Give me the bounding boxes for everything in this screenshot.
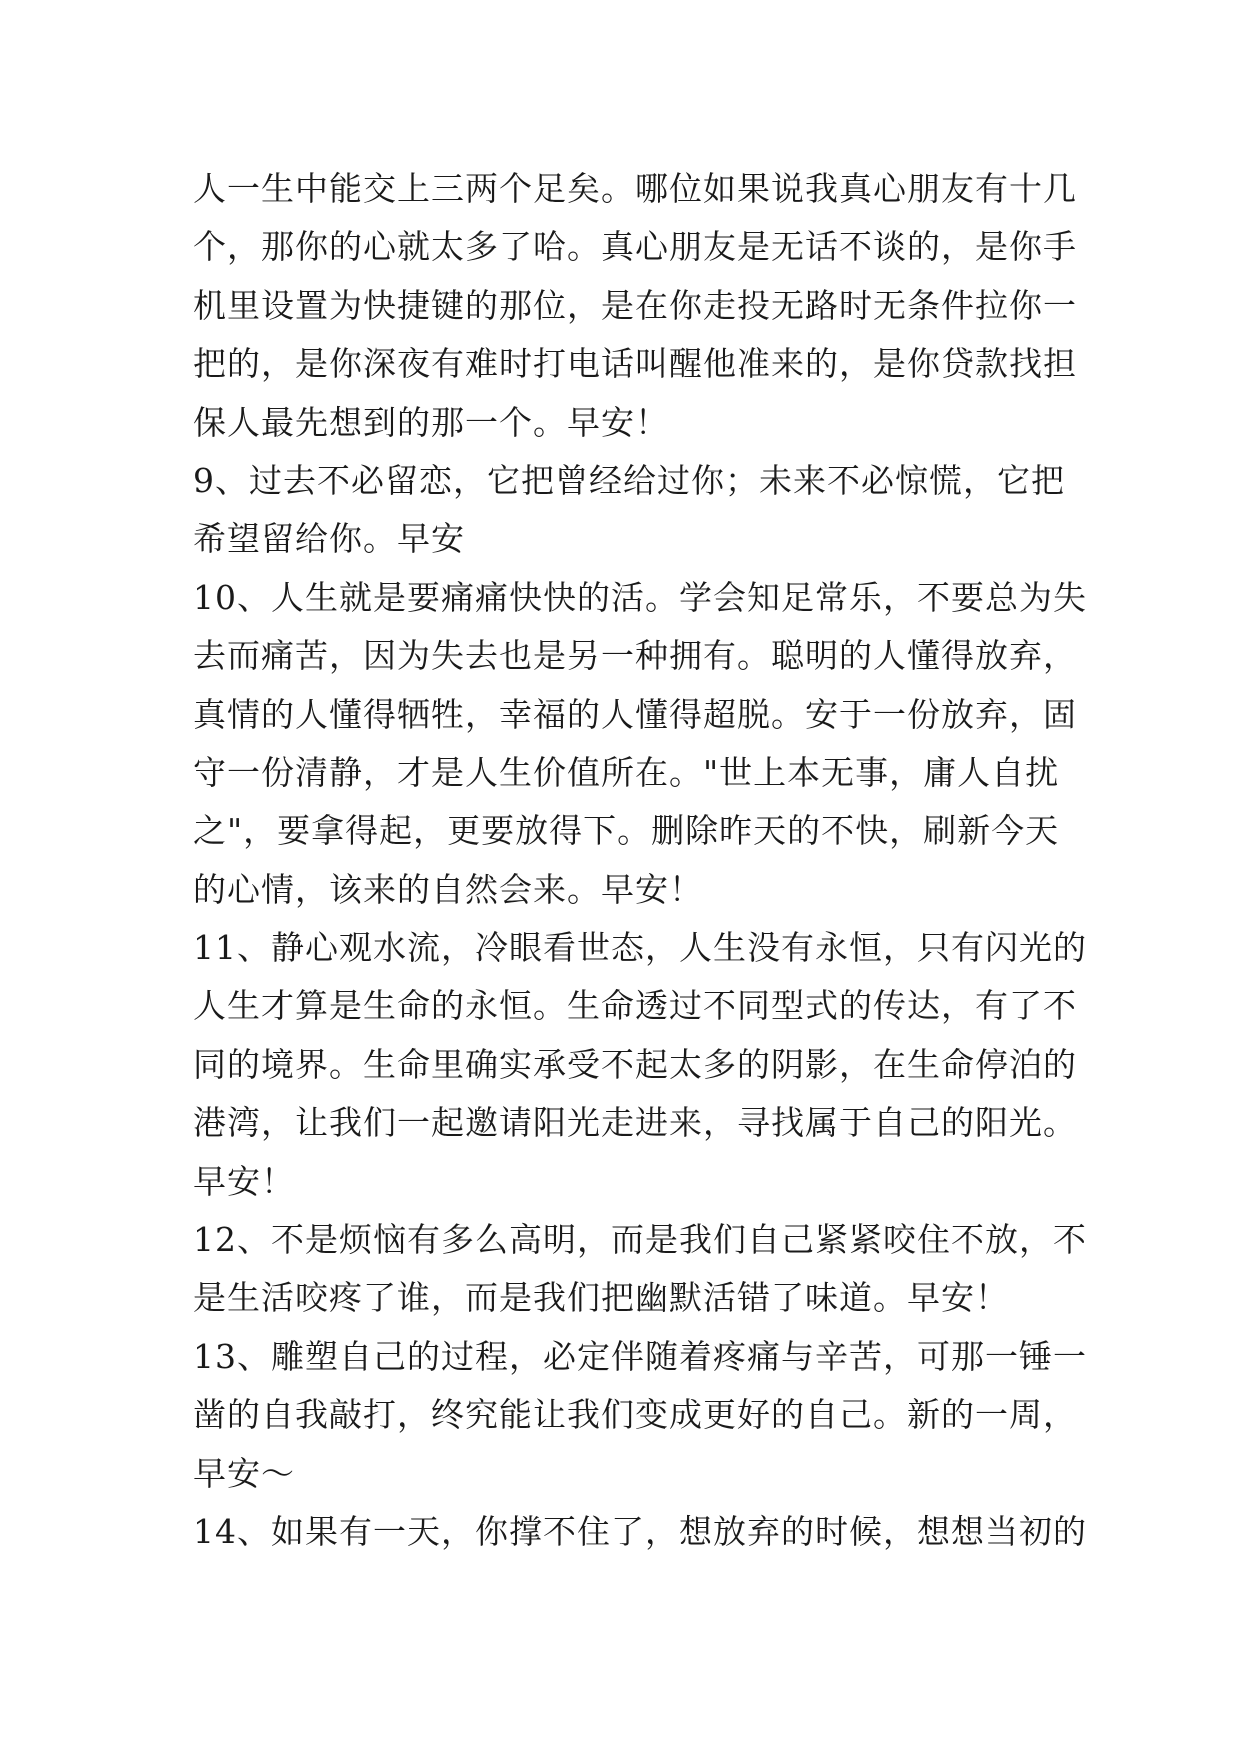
text-line: 早安～ bbox=[193, 1453, 295, 1493]
text-line: 早安！ bbox=[193, 1161, 295, 1201]
text-line: 人生才算是生命的永恒。生命透过不同型式的传达，有了不 bbox=[193, 986, 1077, 1026]
text-line: 10、人生就是要痛痛快快的活。学会知足常乐，不要总为失 bbox=[193, 577, 1087, 617]
body-text bbox=[193, 160, 1093, 1561]
text-line: 港湾，让我们一起邀请阳光走进来，寻找属于自己的阳光。 bbox=[193, 1103, 1077, 1143]
text-line: 守一份清静，才是人生价值所在。"世上本无事，庸人自扰 bbox=[193, 752, 1060, 792]
text-line: 9、过去不必留恋，它把曾经给过你；未来不必惊慌，它把 bbox=[193, 460, 1065, 500]
text-line: 希望留给你。早安 bbox=[193, 519, 465, 559]
text-line: 个，那你的心就太多了哈。真心朋友是无话不谈的，是你手 bbox=[193, 227, 1077, 267]
text-line: 是生活咬疼了谁，而是我们把幽默活错了味道。早安！ bbox=[193, 1278, 1009, 1318]
text-line: 的心情，该来的自然会来。早安！ bbox=[193, 869, 703, 909]
text-line: 14、如果有一天，你撑不住了，想放弃的时候，想想当初的 bbox=[193, 1511, 1087, 1551]
text-line: 之"，要拿得起，更要放得下。删除昨天的不快，刷新今天 bbox=[193, 811, 1060, 851]
text-line: 机里设置为快捷键的那位，是在你走投无路时无条件拉你一 bbox=[193, 285, 1077, 325]
text-line: 11、静心观水流，冷眼看世态，人生没有永恒，只有闪光的 bbox=[193, 928, 1087, 968]
text-line: 去而痛苦，因为失去也是另一种拥有。聪明的人懂得放弃， bbox=[193, 636, 1077, 676]
text-line: 凿的自我敲打，终究能让我们变成更好的自己。新的一周， bbox=[193, 1395, 1077, 1435]
text-line: 同的境界。生命里确实承受不起太多的阴影，在生命停泊的 bbox=[193, 1044, 1077, 1084]
text-line: 12、不是烦恼有多么高明，而是我们自己紧紧咬住不放，不 bbox=[193, 1220, 1087, 1260]
text-line: 13、雕塑自己的过程，必定伴随着疼痛与辛苦，可那一锤一 bbox=[193, 1336, 1087, 1376]
text-line: 把的，是你深夜有难时打电话叫醒他准来的，是你贷款找担 bbox=[193, 344, 1077, 384]
text-line: 人一生中能交上三两个足矣。哪位如果说我真心朋友有十几 bbox=[193, 169, 1077, 208]
text-line: 保人最先想到的那一个。早安！ bbox=[193, 402, 669, 442]
text-line: 真情的人懂得牺牲，幸福的人懂得超脱。安于一份放弃，固 bbox=[193, 694, 1077, 734]
